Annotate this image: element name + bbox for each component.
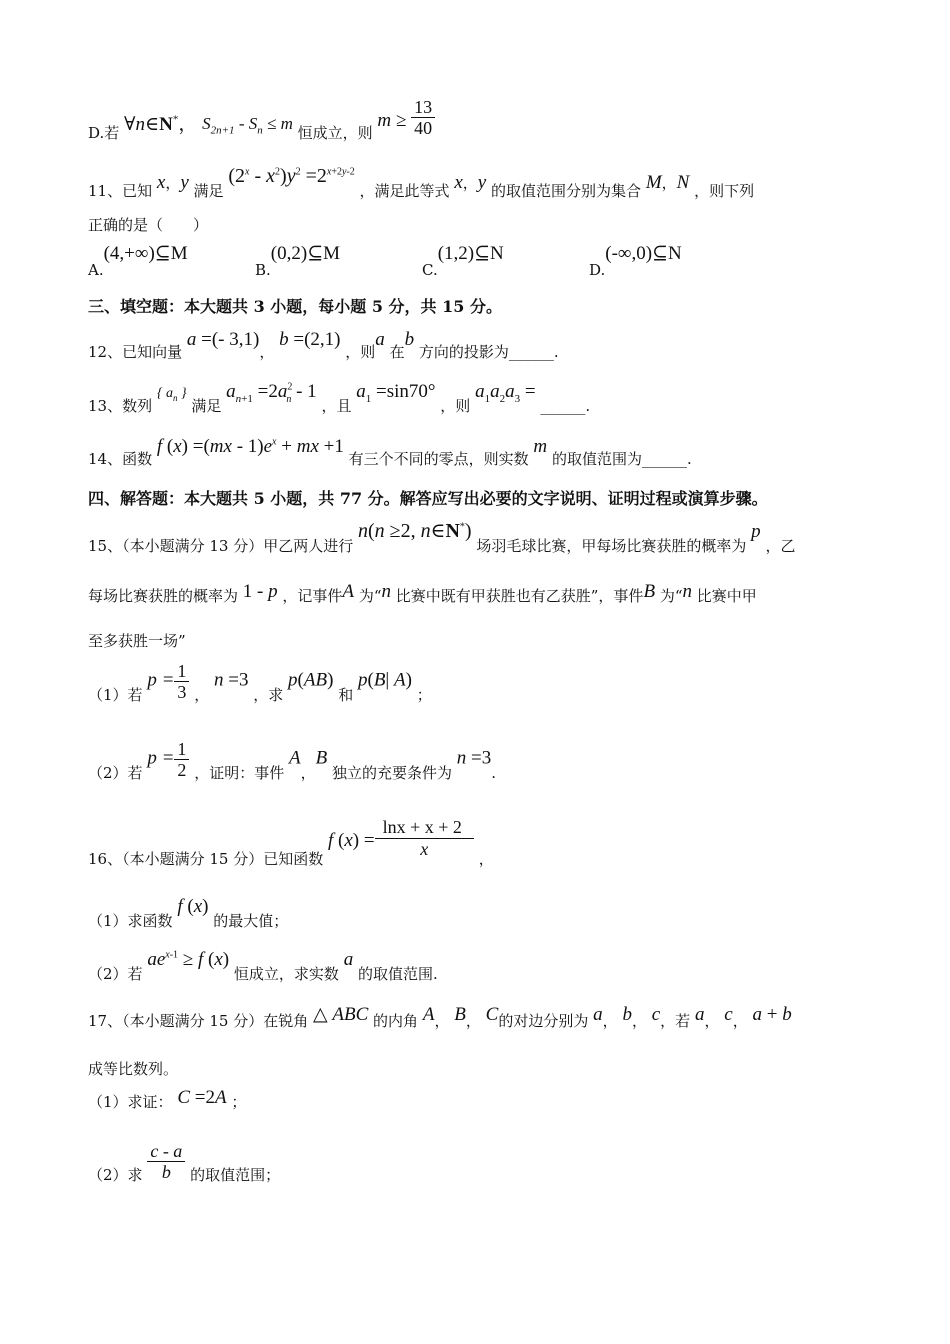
q13-recurrence: $a_{n+1} =2a^2_n - 1$ — [226, 381, 317, 405]
fraction-1-2: $\frac{1}{2}$ — [174, 740, 189, 779]
q15-line3: 至多获胜一场” — [88, 632, 186, 650]
q14-function: f $(x) =(mx - 1)e^x$ + mx +1 — [156, 436, 344, 457]
q17-stem-line2: 成等比数列。 — [88, 1060, 179, 1078]
q16-stem: 16、（本小题满分 15 分）已知函数 f (x) = $\frac{\ln x + x + 2}{x}$ ， — [88, 817, 494, 868]
q11-equation: $(2^x - x^2)y^2 =2^{x+2y-2}$ — [228, 165, 355, 187]
q17-text: 17、（本小题满分 15 分）在锐角 — [88, 1012, 309, 1030]
q13-text: 13、数列 — [88, 397, 153, 415]
q11-text: 11、已知 — [88, 182, 153, 200]
q15-part2: （2）若 p = $\frac{1}{2}$ ，证明：事件 A，B 独立的充要条件为 n =3. — [88, 739, 497, 782]
q15-line2: 每场比赛获胜的概率为 1 - p ，记事件A 为“n 比赛中既有甲获胜也有乙获胜”，事件B 为“n 比赛中甲 — [88, 581, 757, 605]
sequence-an: { $a_n$ } — [156, 386, 187, 403]
q11-text: 的取值范围分别为集合 — [491, 182, 642, 200]
q15-text: 15、（本小题满分 13 分）甲乙两人进行 — [88, 537, 354, 555]
q10-d-middle: 恒成立，则 — [297, 123, 373, 142]
q15-line1: 15、（本小题满分 13 分）甲乙两人进行 n(n ≥2, n∈N*) 场羽毛球比赛，甲每场比赛获胜的概率为 p ，乙 — [88, 520, 796, 555]
q17-part2: （2）求 $\frac{c - a}{b}$ 的取值范围； — [88, 1141, 281, 1184]
q11-text: ，满足此等式 — [359, 182, 450, 200]
q17-part1: （1）求证： C =2A ； — [88, 1087, 247, 1111]
q11-stem: 11、已知 x，y 满足 $(2^x - x^2)y^2 =2^{x+2y-2}$ ，满足此等式 x，y 的取值范围分别为集合 M，N ，则下列 — [88, 165, 755, 200]
sum-diff-expr: $S_{2n+1} - S_n \le m$ — [202, 113, 293, 136]
q10-option-d: D.若 ∀n∈N*， $S_{2n+1} - S_n \le m$ 恒成立，则 m ≥ $\frac{13}{40}$ — [88, 100, 890, 139]
q15-part1: （1）若 p = $\frac{1}{3}$ ， n =3 ，求 p(AB) 和 p(B| A) ； — [88, 661, 432, 704]
fraction-1-3: $\frac{1}{3}$ — [174, 662, 189, 701]
section4-title: 四、解答题：本大题共 5 小题，共 77 分。解答应写出必要的文字说明、证明过程或演算步骤。 — [88, 489, 768, 508]
q12: 12、已知向量 a =(- 3,1)， b =(2,1) ，则a 在b 方向的投影为______. — [88, 329, 559, 361]
q16-fraction: $\frac{\ln x + x + 2}{x}$ — [375, 818, 474, 858]
q16-text: 16、（本小题满分 15 分）已知函数 — [88, 850, 324, 868]
q16-part2: （2）若 $ae^{x-1} \ge f$ (x) 恒成立，求实数 a 的取值范围. — [88, 949, 438, 983]
fraction-13-40: $\frac{13}{40}$ — [411, 98, 435, 137]
var-y: y — [180, 172, 189, 193]
q13: 13、数列 { $a_n$ } 满足 $a_{n+1} =2a^2_n - 1$ ，且 $a_1 =\sin 70^\circ$ ，则 $a_1a_2a_3$ = ______. — [88, 381, 591, 415]
q11-option-a: A.(4,+∞)⊆M — [88, 243, 188, 279]
q14: 14、函数 f $(x) =(mx - 1)e^x$ + mx +1 有三个不同的零点，则实数 m 的取值范围为______. — [88, 436, 692, 468]
q11-option-c: C.(1,2)⊆N — [422, 243, 504, 279]
q12-text: 12、已知向量 — [88, 343, 183, 361]
q16-part1: （1）求函数 f (x) 的最大值； — [88, 896, 289, 930]
q17-fraction: $\frac{c - a}{b}$ — [147, 1142, 185, 1181]
q17-stem: 17、（本小题满分 15 分）在锐角 △ ABC 的内角 A， B， C的对边分别为 a， b， c，若 a， c， a + b — [88, 1004, 792, 1030]
q10-d-prefix: D.若 — [88, 123, 120, 142]
q12-vectors: a =(- 3,1) — [186, 329, 260, 350]
forall-expr: ∀n∈N*， — [124, 113, 198, 135]
q14-text: 14、函数 — [88, 450, 153, 468]
section3-title: 三、填空题：本大题共 3 小题，每小题 5 分，共 15 分。 — [88, 297, 502, 316]
q11-text: 满足 — [193, 182, 224, 200]
q11-options — [88, 243, 890, 279]
q11-option-d: D.(-∞,0)⊆N — [589, 243, 682, 279]
q11-text: ，则下列 — [694, 182, 755, 200]
q11-option-b: B.(0,2)⊆M — [255, 243, 341, 279]
var-x: x — [156, 172, 166, 193]
q11-stem-line2: 正确的是（ ） — [88, 216, 209, 234]
q15-n-condition: n(n ≥2, n∈N*) — [358, 520, 472, 542]
